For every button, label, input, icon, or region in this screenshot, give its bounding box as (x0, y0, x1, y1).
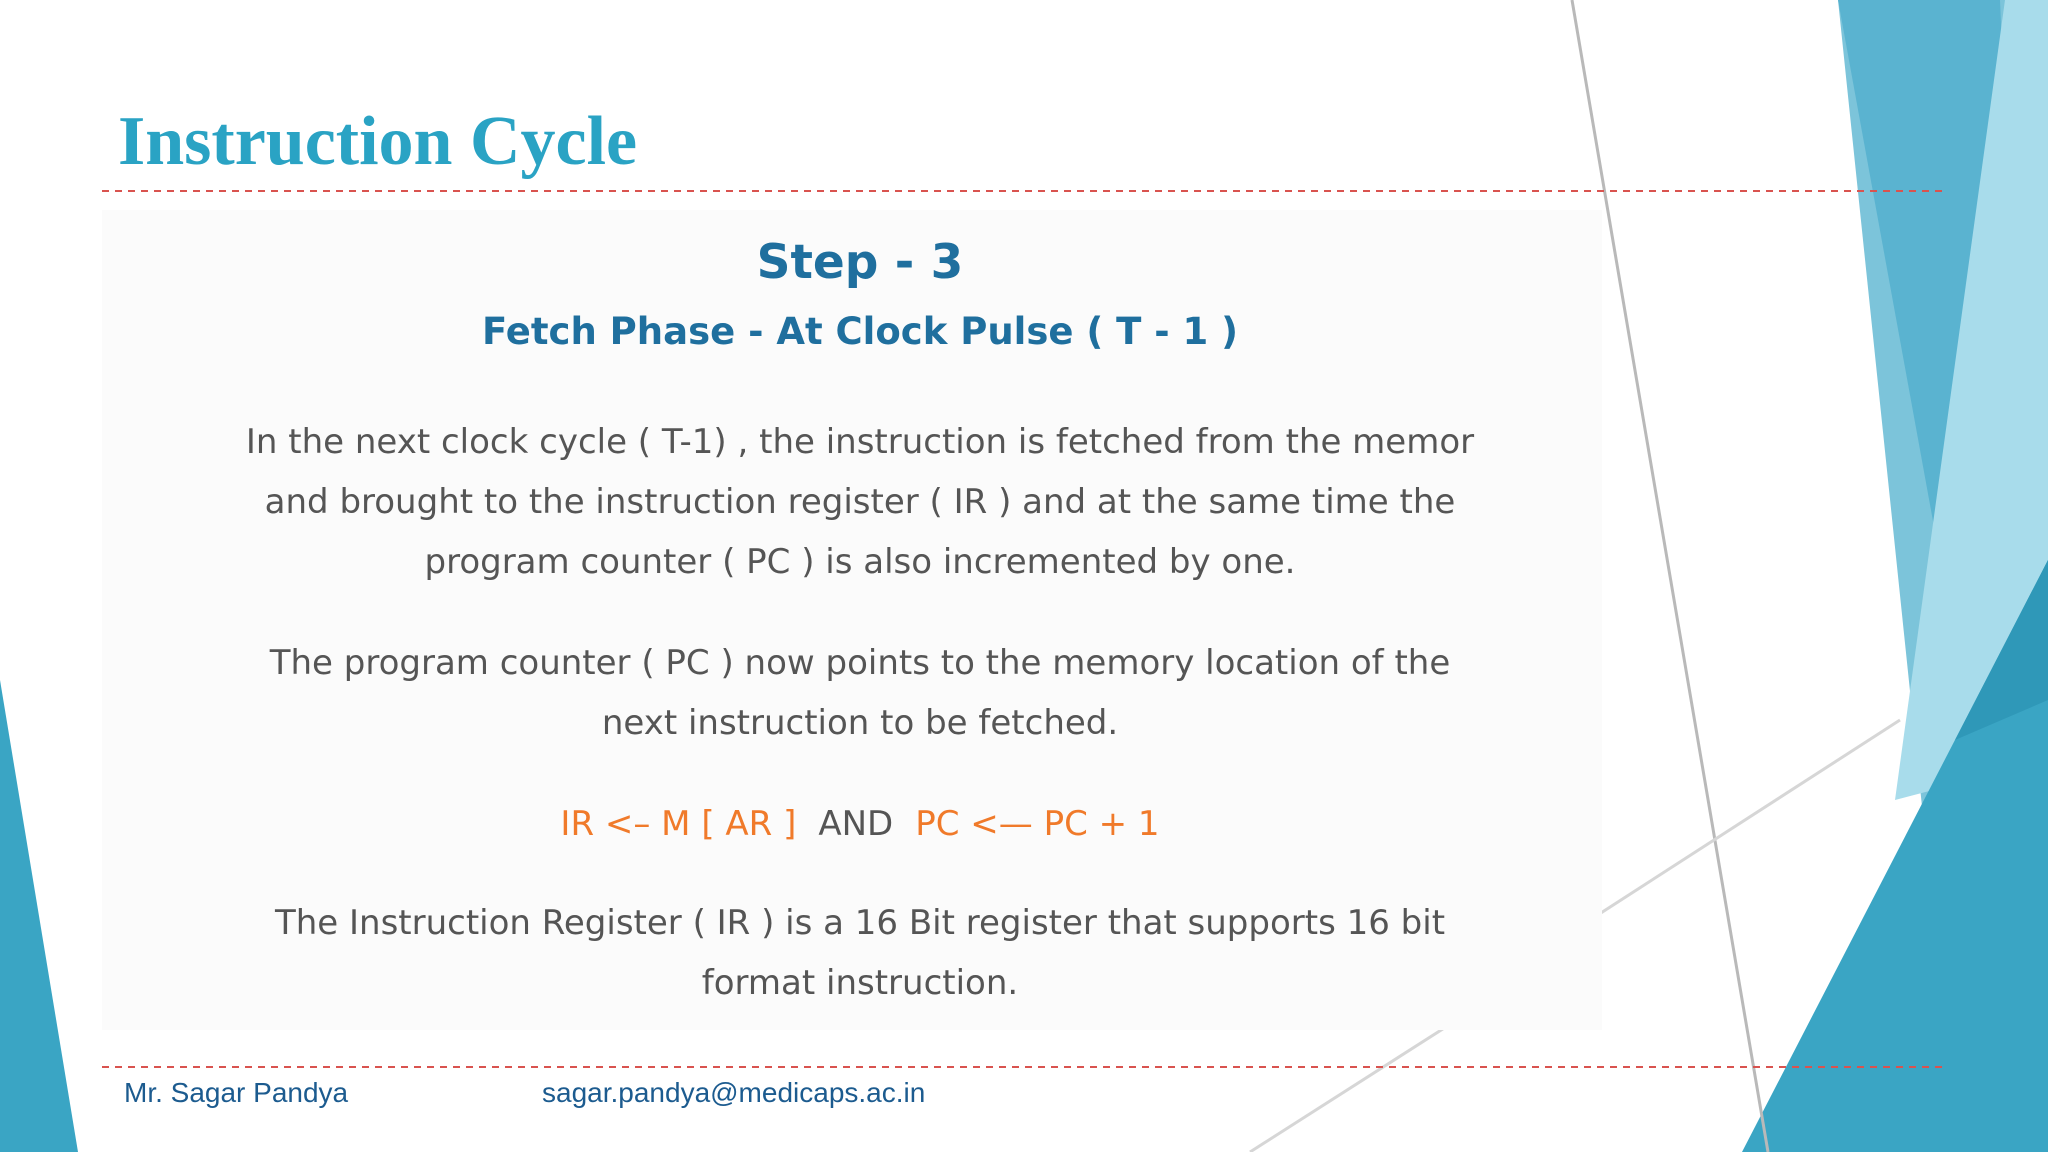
paragraph-line: In the next clock cycle ( T-1) , the instruction is fetched from the memor (245, 422, 1475, 462)
phase-heading: Fetch Phase - At Clock Pulse ( T - 1 ) (481, 310, 1239, 353)
paragraph-line: next instruction to be fetched. (601, 703, 1119, 743)
paragraph-ir-description (100, 893, 1620, 1013)
paragraph-fetch-description (100, 412, 1620, 592)
paragraph-pc-description (100, 633, 1620, 753)
footer-author: Mr. Sagar Pandya (124, 1077, 349, 1108)
slide-title: Instruction Cycle (118, 103, 638, 180)
formula-pc-increment: PC <— PC + 1 (915, 804, 1160, 844)
paragraph-line: program counter ( PC ) is also incremented by one. (424, 542, 1296, 582)
paragraph-line: The program counter ( PC ) now points to the memory location of the (269, 643, 1451, 683)
formula-ir-load: IR <– M [ AR ] (560, 804, 797, 844)
paragraph-line: The Instruction Register ( IR ) is a 16 Bit register that supports 16 bit (274, 903, 1446, 943)
step-heading: Step - 3 (756, 235, 964, 290)
paragraph-line: format instruction. (701, 963, 1019, 1003)
footer-email: sagar.pandya@medicaps.ac.in (542, 1077, 926, 1108)
paragraph-line: and brought to the instruction register ( IR ) and at the same time the (264, 482, 1456, 522)
register-transfer-formula (300, 794, 1420, 854)
formula-connector: AND (818, 804, 894, 844)
